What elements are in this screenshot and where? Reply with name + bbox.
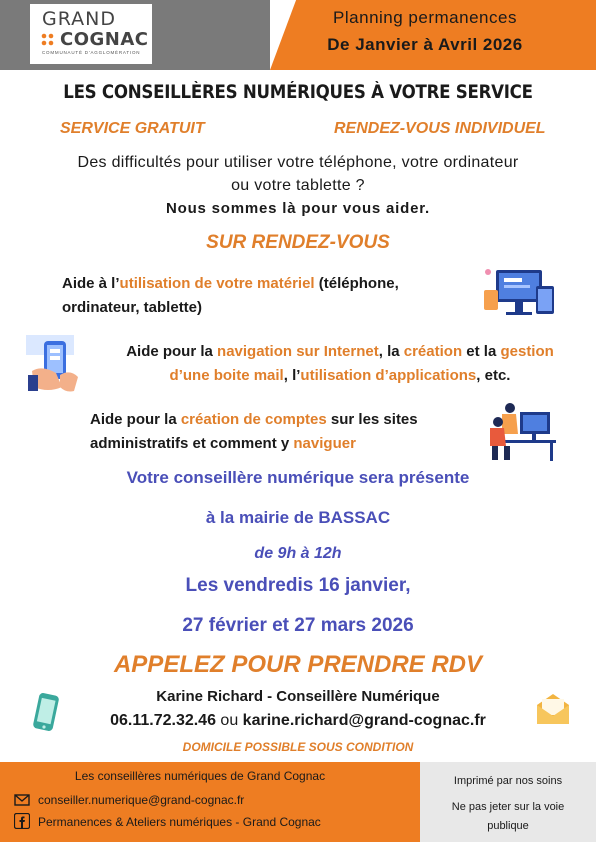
conseillere-presente: Votre conseillère numérique sera présente [126,468,470,487]
phone-number[interactable]: 06.11.72.32.46 [110,712,216,729]
planning-title: Planning permanences [333,8,517,27]
aide2-text-e: et la [462,343,501,360]
aide1-text-b: utilisation de votre matériel [119,275,315,292]
footer-imprime: Imprimé par nos soins [453,775,563,787]
footer-jeter-line-1: Ne pas jeter sur la voie [451,801,565,813]
aide2-text-i: utilisation d’applications [300,367,477,384]
aide3-text-e: naviguer [293,435,356,452]
phone-hand-illustration-icon [22,335,94,393]
logo-subtitle: COMMUNAUTÉ D'AGGLOMÉRATION [42,50,141,55]
contact-line [0,712,596,730]
aide-materiel [62,272,462,320]
domicile-possible: DOMICILE POSSIBLE SOUS CONDITION [182,740,414,754]
lieu-mairie: à la mairie de BASSAC [205,508,391,527]
aide-navigation [92,340,588,388]
planning-period: De Janvier à Avril 2026 [327,35,523,54]
aide2-text-b: navigation sur Internet [217,343,379,360]
horaire: de 9h à 12h [254,545,342,562]
appelez-heading: APPELEZ POUR PRENDRE RDV [113,651,483,678]
intro-text [20,151,576,197]
aide2-text-a: Aide pour la [126,343,218,360]
aide3-text-b: création de comptes [180,411,327,428]
intro-bold: Nous sommes là pour vous aider. [165,200,431,217]
aide3-text-d: administratifs et comment y [90,435,294,452]
footer-ne-pas-jeter [420,798,596,836]
facebook-icon [14,813,30,829]
intro-line-1: Des difficultés pour utiliser votre téléphone, votre ordinateur [77,154,519,171]
envelope-icon [534,692,572,726]
logo-cognac-text: COGNAC [60,29,149,50]
footer-facebook[interactable]: Permanences & Ateliers numériques - Grand Cognac [38,815,321,829]
main-title: LES CONSEILLÈRES NUMÉRIQUES À VOTRE SERVICE [63,82,533,103]
sur-rendez-vous-heading: SUR RENDEZ-VOUS [206,232,390,253]
aide-comptes [90,408,430,456]
contact-or: ou [215,712,243,729]
aide2-text-f: gestion [500,343,554,360]
dates-line-1: Les vendredis 16 janvier, [185,575,411,596]
karine-richard: Karine Richard - Conseillère Numérique [156,688,440,705]
aide2-text-c: , la [378,343,404,360]
footer-jeter-line-2: publique [487,820,529,832]
contact-email[interactable]: karine.richard@grand-cognac.fr [242,712,486,729]
aide2-text-d: création [403,343,463,360]
tag-service-gratuit: SERVICE GRATUIT [60,120,205,137]
mail-icon [14,793,30,807]
aide1-text-a: Aide à l’ [62,275,120,292]
footer-title: Les conseillères numériques de Grand Cognac [74,769,326,783]
intro-line-2: ou votre tablette ? [231,177,365,194]
devices-illustration-icon [482,264,560,322]
aide1-text-c: (téléphone, [314,275,399,292]
logo-grand-text: GRAND [42,8,116,30]
aide3-text-c: sur les sites [326,411,418,428]
aide2-text-g: d’une boite mail [169,367,284,384]
people-computer-illustration-icon [484,400,556,462]
dates-line-2: 27 février et 27 mars 2026 [182,615,414,636]
aide1-text-d: ordinateur, tablette) [62,299,203,316]
aide3-text-a: Aide pour la [90,411,181,428]
tag-rendez-vous-individuel: RENDEZ-VOUS INDIVIDUEL [334,120,546,137]
logo-dots-icon [41,33,57,47]
aide2-text-h: , l’ [283,367,301,384]
footer-email[interactable]: conseiller.numerique@grand-cognac.fr [38,793,245,807]
aide2-text-j: , etc. [476,367,511,384]
